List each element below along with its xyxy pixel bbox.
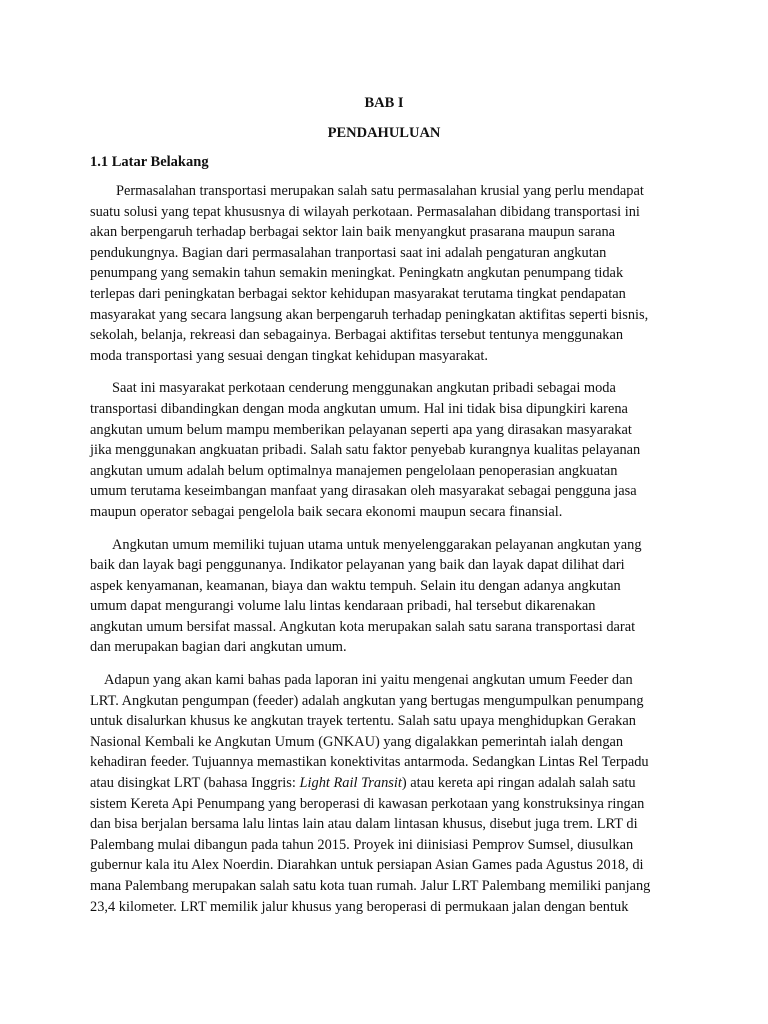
paragraph-2: Saat ini masyarakat perkotaan cenderung menggunakan angkutan pribadi sebagai moda transportasi dibandingkan dengan moda angkutan umum. Hal ini tidak bisa dipungkiri karena angkutan umum belum mampu memberikan pelayanan seperti apa yang dirasakan masyarakat jika menggunakan angkuatan pribadi. Salah satu faktor penyebab kurangnya kualitas pelayanan angkutan umum adalah belum optimalnya manajemen pengelolaan penoperasian angkuatan umum terutama keseimbangan manfaat yang dirasakan oleh masyarakat sebagai pengguna jasa maupun operator sebagai pengelola baik secara ekonomi maupun secara finansial.	[90, 380, 641, 520]
paragraph-3: Angkutan umum memiliki tujuan utama untuk menyelenggarakan pelayanan angkutan yang baik dan layak bagi penggunanya. Indikator pelayanan yang baik dan layak dapat dilihat dari aspek kenyamanan, keamanan, biaya dan waktu tempuh. Selain itu dengan adanya angkutan umum dapat mengurangi volume lalu lintas kendaraan pribadi, hal tersebut dikarenakan angkutan umum bersifat massal. Angkutan kota merupakan salah satu sarana transportasi darat dan merupakan bagian dari angkutan umum.	[90, 536, 642, 656]
paragraph-1: Permasalahan transportasi merupakan salah satu permasalahan krusial yang perlu mendapat suatu solusi yang tepat khususnya di wilayah perkotaan. Permasalahan dibidang transportasi ini akan berpengaruh terhadap berbagai sektor lain baik menyangkut prasarana maupun sarana pendukungnya. Bagian dari permasalahan tranportasi saat ini adalah pengaturan angkutan penumpang yang semakin tahun semakin meningkat. Peningkatn angkutan penumpang tidak terlepas dari peningkatan berbagai sektor kehidupan masyarakat terutama tingkat pendapatan masyarakat yang secara langsung akan berpengaruh terhadap peningkatan aktifitas seperti bisnis, sekolah, belanja, rekreasi dan sebagainya. Berbagai aktifitas tersebut tentunya menggunakan moda transportasi yang sesuai dengan tingkat kehidupan masyarakat.	[90, 183, 649, 364]
chapter-title: PENDAHULUAN	[327, 125, 441, 141]
paragraph-4-text-end: ) atau kereta api ringan adalah salah satu sistem Kereta Api Penumpang yang beroperasi di kawasan perkotaan yang konstruksinya ringan dan bisa berjalan bersama lalu lintas lain atau dalam lintasan khusus, disebut juga trem. LRT di Palembang mulai dibangun pada tahun 2015. Proyek ini diinisiasi Pemprov Sumsel, diusulkan gubernur kala itu Alex Noerdin. Diarahkan untuk persiapan Asian Games pada Agustus 2018, di mana Palembang merupakan salah satu kota tuan rumah. Jalur LRT Palembang memiliki panjang 23,4 kilometer. LRT memilik jalur khusus yang beroperasi di permukaan jalan dengan bentuk	[90, 775, 651, 915]
paragraph-4-italic-term: Light Rail Transit	[299, 775, 402, 792]
paragraph-4	[90, 670, 678, 917]
chapter-heading: BAB I	[364, 95, 404, 111]
section-title: 1.1 Latar Belakang	[90, 154, 209, 170]
document-page	[90, 94, 678, 929]
paragraph-4-text-start: Adapun yang akan kami bahas pada laporan ini yaitu mengenai angkutan umum Feeder dan LRT. Angkutan pengumpan (feeder) adalah angkutan yang bertugas mengumpulkan penumpang untuk disalurkan khusus ke angkutan trayek tertentu. Salah satu upaya menghidupkan Gerakan Nasional Kembali ke Angkutan Umum (GNKAU) yang digalakkan pemerintah ialah dengan kehadiran feeder. Tujuannya memastikan konektivitas antarmoda. Sedangkan Lintas Rel Terpadu atau disingkat LRT (bahasa Inggris:	[90, 672, 649, 792]
